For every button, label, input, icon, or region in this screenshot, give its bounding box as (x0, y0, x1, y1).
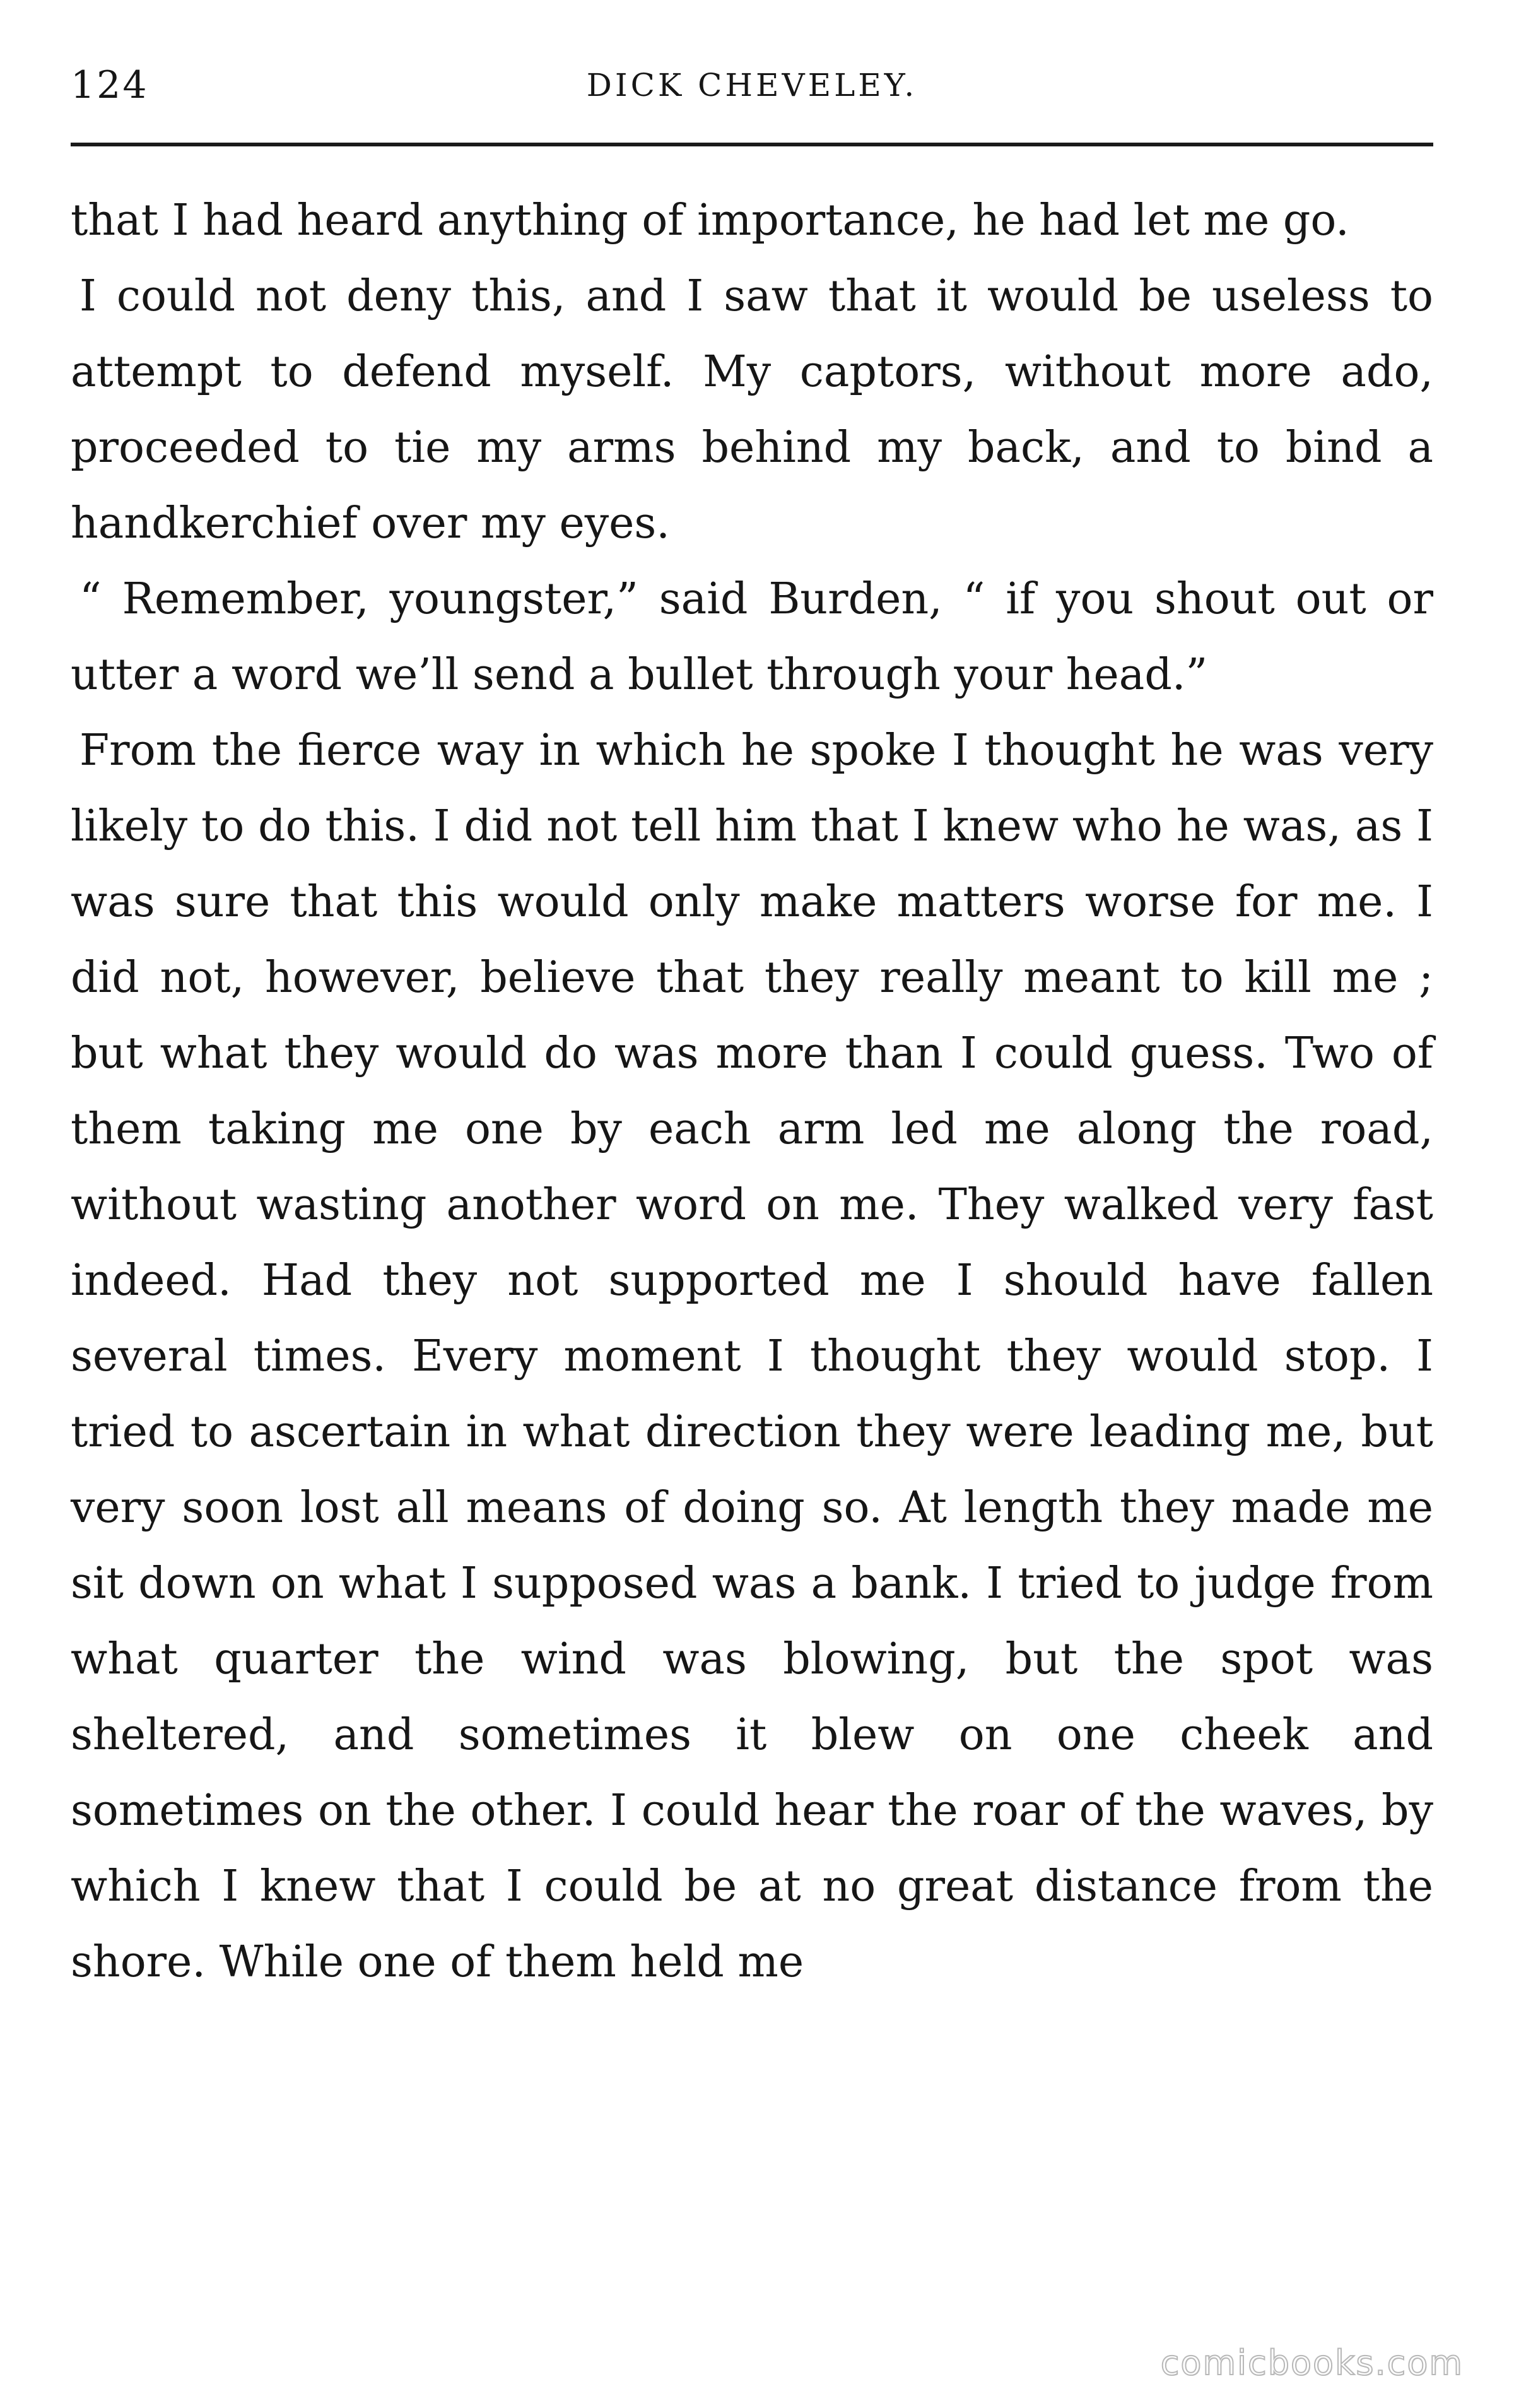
watermark: comicbooks.com (1160, 2343, 1464, 2383)
paragraph: “ Remember, youngster,” said Burden, “ if you shout out or utter a word we’ll send a bullet through your head.” (71, 574, 1433, 700)
body-text (71, 183, 1433, 2000)
running-title: DICK CHEVELEY. (586, 67, 918, 103)
header-rule (71, 143, 1433, 146)
paragraph: I could not deny this, and I saw that it would be useless to attempt to defend myself. My captors, without more ado, proceeded to tie my arms behind my back, and to bind a handkerchief over my eyes. (71, 271, 1433, 548)
running-head (71, 63, 1433, 124)
paragraph: From the fierce way in which he spoke I thought he was very likely to do this. I did not tell him that I knew who he was, as I was sure that this would only make matters worse for me. I did not, however, believe that they really meant to kill me ; but what they would do was more than I could guess. Two of them taking me one by each arm led me along the road, without wasting another word on me. They walked very fast indeed. Had they not supported me I should have fallen several times. Every moment I thought they would stop. I tried to ascertain in what direction they were leading me, but very soon lost all means of doing so. At length they made me sit down on what I supposed was a bank. I tried to judge from what quarter the wind was blowing, but the spot was sheltered, and sometimes it blew on one cheek and sometimes on the other. I could hear the roar of the waves, by which I knew that I could be at no great distance from the shore. While one of them held me (71, 726, 1433, 1987)
page-number: 124 (71, 63, 149, 107)
paragraph-continuation: that I had heard anything of importance, he had let me go. (71, 196, 1349, 245)
